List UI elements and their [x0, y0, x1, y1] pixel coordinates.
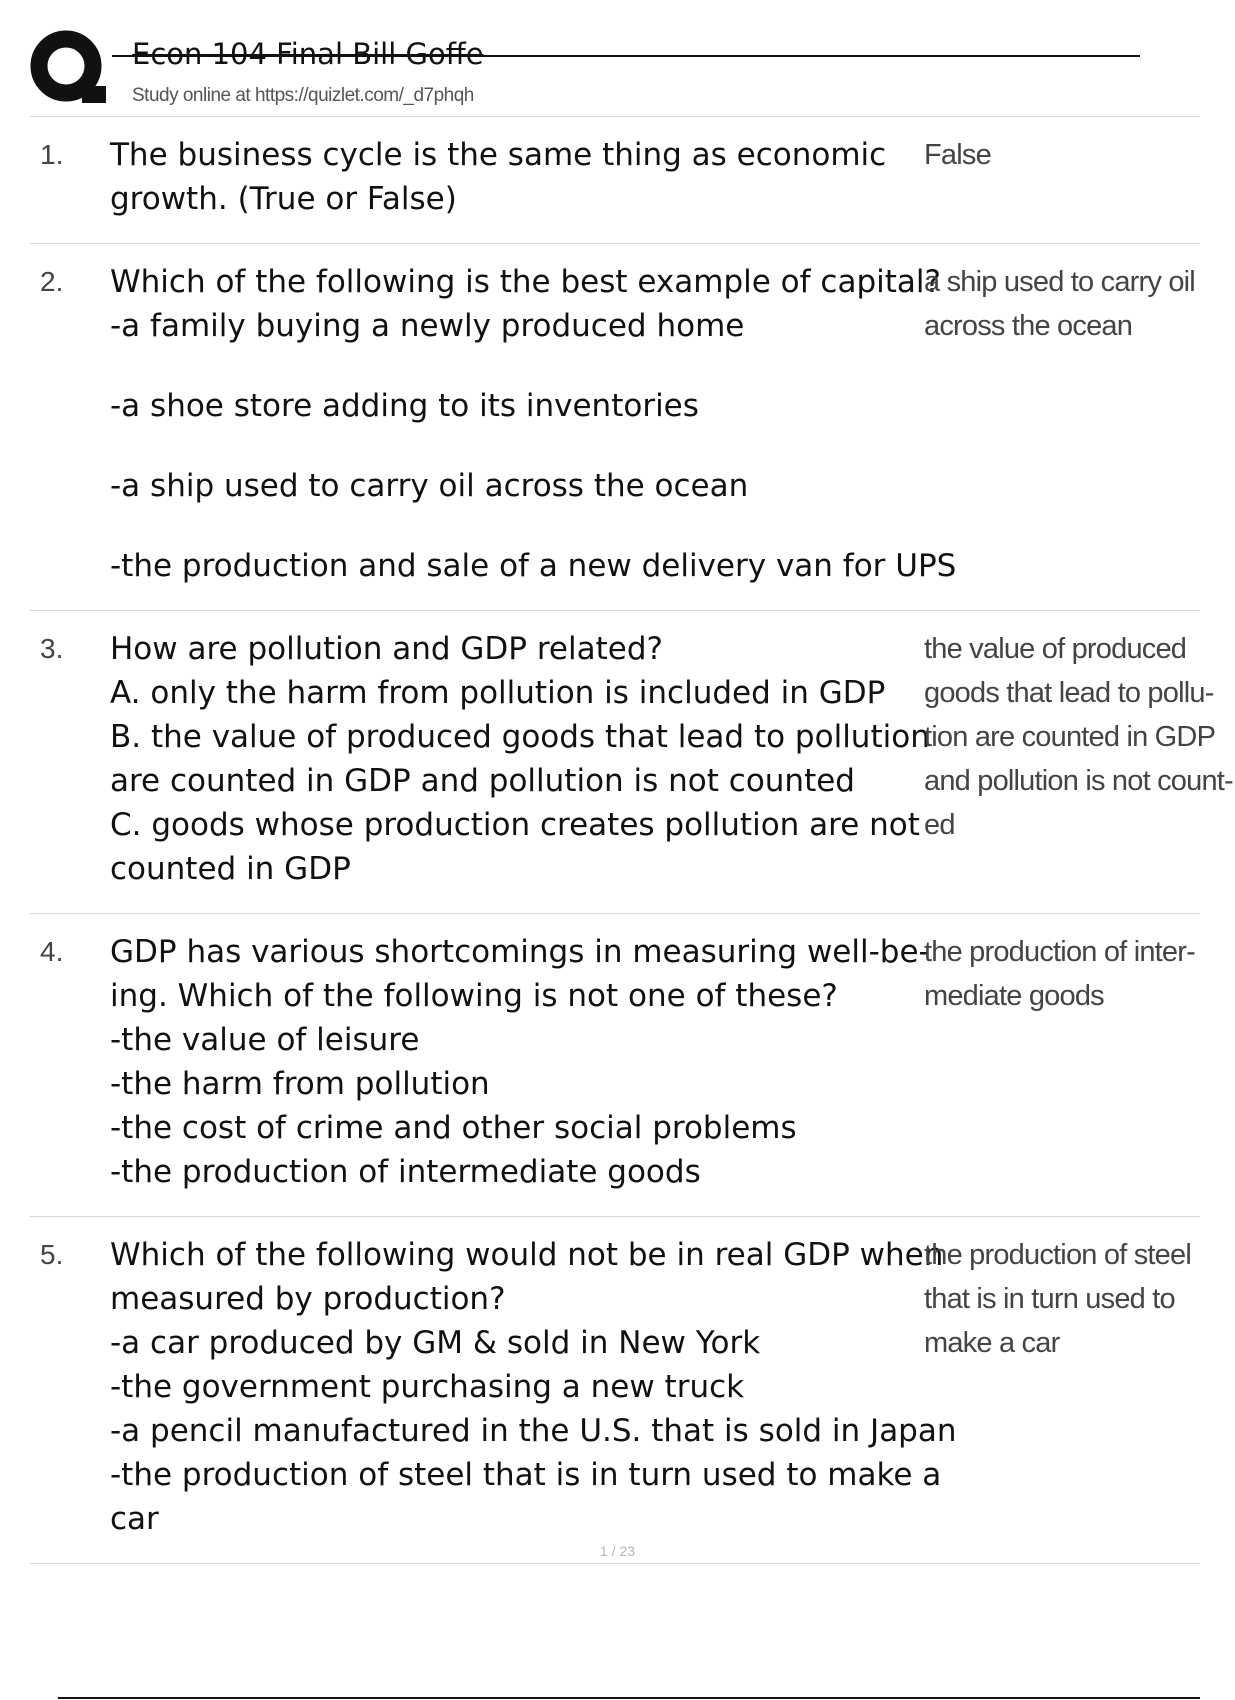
definition-line: goods that lead to pollu-	[924, 677, 1214, 709]
definition-line: across the ocean	[924, 310, 1133, 342]
definition-line: tion are counted in GDP	[924, 721, 1216, 753]
definition-line: that is in turn used to	[924, 1283, 1175, 1315]
flashcard-row	[30, 244, 1200, 611]
term-line: -the production of intermediate goods	[110, 1154, 701, 1190]
term-line: measured by production?	[110, 1281, 506, 1317]
card-definition	[922, 1233, 1200, 1541]
term-line: -the production and sale of a new delivery van for UPS	[110, 548, 957, 584]
definition-line: and pollution is not count-	[924, 765, 1233, 797]
term-line: -the harm from pollution	[110, 1066, 490, 1102]
term-line: -a car produced by GM & sold in New York	[110, 1325, 761, 1361]
card-term	[110, 627, 930, 891]
term-line: -the value of leisure	[110, 1022, 420, 1058]
card-number: 5.	[40, 1239, 64, 1270]
term-line: -a shoe store adding to its inventories	[110, 388, 699, 424]
term-line: B. the value of produced goods that lead to pollution	[110, 719, 930, 755]
card-term	[110, 133, 922, 221]
card-definition	[922, 260, 1200, 588]
definition-line: False	[924, 139, 991, 171]
definition-line: mediate goods	[924, 980, 1104, 1012]
card-term	[110, 260, 957, 588]
term-line: -a ship used to carry oil across the ocean	[110, 468, 749, 504]
term-line: -a family buying a newly produced home	[110, 308, 745, 344]
card-number: 3.	[40, 633, 64, 664]
quizlet-logo-icon	[30, 30, 112, 112]
term-line: -the production of steel that is in turn used to make a	[110, 1457, 942, 1493]
term-line: ing. Which of the following is not one of these?	[110, 978, 838, 1014]
flashcard-list	[30, 117, 1233, 1564]
term-line: -a pencil manufactured in the U.S. that is sold in Japan	[110, 1413, 957, 1449]
flashcard-row	[30, 1217, 1200, 1564]
card-number: 1.	[40, 139, 64, 170]
flashcard-row	[30, 611, 1233, 914]
card-term	[110, 930, 930, 1194]
flashcard-row	[30, 914, 1200, 1217]
definition-line: the production of inter-	[924, 936, 1195, 968]
term-line: car	[110, 1501, 159, 1537]
card-definition	[922, 627, 1233, 891]
study-online-link[interactable]: Study online at https://quizlet.com/_d7phqh	[132, 85, 474, 106]
term-line: A. only the harm from pollution is included in GDP	[110, 675, 886, 711]
term-line: are counted in GDP and pollution is not counted	[110, 763, 855, 799]
card-number: 2.	[40, 266, 64, 297]
footer-divider	[58, 1697, 1200, 1699]
term-line: Which of the following is the best example of capital?	[110, 264, 941, 300]
card-definition	[922, 930, 1200, 1194]
definition-line: ed	[924, 809, 955, 841]
card-number: 4.	[40, 936, 64, 967]
term-line: Which of the following would not be in real GDP when	[110, 1237, 944, 1273]
term-line: The business cycle is the same thing as economic	[110, 137, 887, 173]
document-title: Econ 104 Final Bill Goffe	[132, 37, 484, 71]
definition-line: the value of produced	[924, 633, 1187, 665]
term-line: How are pollution and GDP related?	[110, 631, 663, 667]
term-line: counted in GDP	[110, 851, 351, 887]
page-number: 1 / 23	[599, 1543, 636, 1559]
card-definition	[922, 133, 1200, 221]
card-term	[110, 1233, 957, 1541]
definition-line: make a car	[924, 1327, 1060, 1359]
term-line: C. goods whose production creates pollution are not	[110, 807, 920, 843]
term-line: -the government purchasing a new truck	[110, 1369, 745, 1405]
term-line: GDP has various shortcomings in measuring well-be-	[110, 934, 930, 970]
term-line: growth. (True or False)	[110, 181, 457, 217]
definition-line: a ship used to carry oil	[924, 266, 1195, 298]
definition-line: the production of steel	[924, 1239, 1191, 1271]
term-line: -the cost of crime and other social problems	[110, 1110, 797, 1146]
page-header	[0, 0, 1200, 118]
flashcard-row	[30, 117, 1200, 244]
